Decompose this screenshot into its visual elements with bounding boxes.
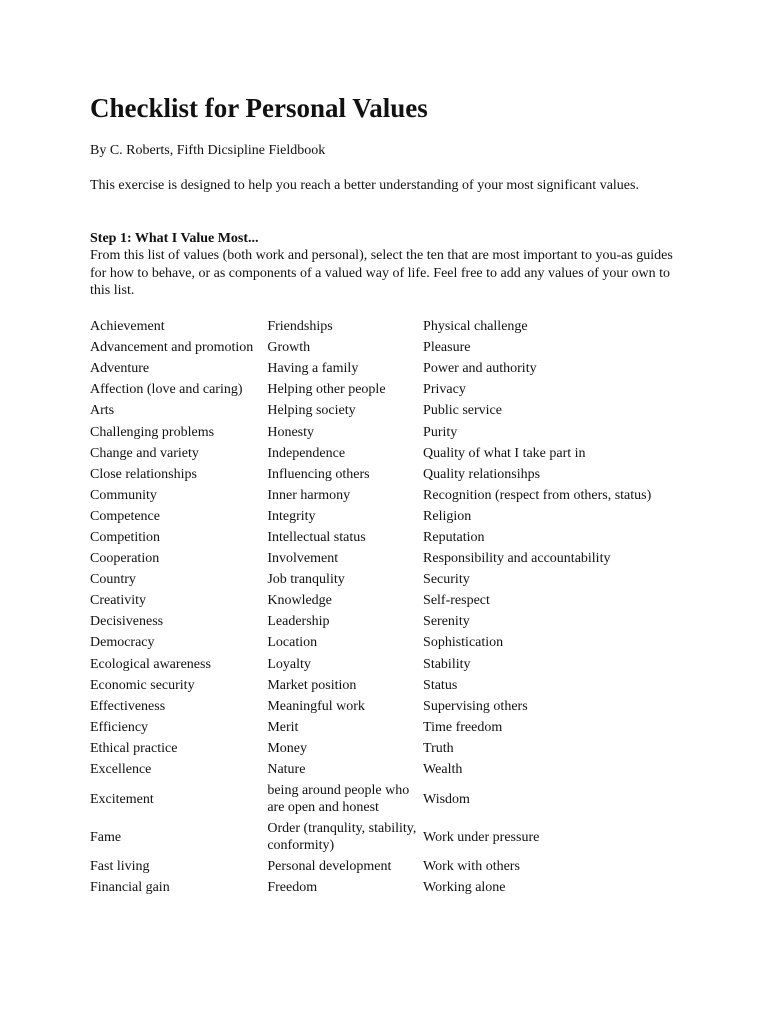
table-row — [90, 337, 690, 358]
table-row — [90, 590, 690, 611]
value-cell: Advancement and promotion — [90, 340, 254, 356]
value-cell: Integrity — [267, 508, 316, 524]
value-cell: Quality relationsihps — [423, 466, 541, 482]
table-row — [90, 400, 690, 421]
value-cell: Time freedom — [423, 719, 503, 735]
value-cell: Physical challenge — [423, 319, 528, 335]
values-table — [90, 316, 690, 898]
value-cell: Reputation — [423, 529, 485, 545]
value-cell: Country — [90, 572, 136, 588]
table-row — [90, 506, 690, 527]
value-cell: Honesty — [267, 424, 315, 440]
value-cell: Supervising others — [423, 698, 528, 714]
table-row — [90, 675, 690, 696]
value-cell: Serenity — [423, 614, 470, 630]
table-row — [90, 358, 690, 379]
table-row — [90, 818, 690, 856]
value-cell: Ethical practice — [90, 740, 178, 756]
value-cell: Adventure — [90, 361, 150, 377]
value-cell: Location — [267, 635, 318, 651]
table-row — [90, 738, 690, 759]
value-cell: Work under pressure — [423, 829, 540, 845]
page-title: Checklist for Personal Values — [90, 93, 428, 123]
value-cell: Wisdom — [423, 791, 470, 807]
table-row — [90, 611, 690, 632]
value-cell: Involvement — [267, 551, 339, 567]
values-table-body — [90, 316, 690, 898]
value-cell: Independence — [267, 445, 346, 461]
value-cell: Leadership — [267, 614, 330, 630]
author-byline: By C. Roberts, Fifth Dicsipline Fieldbook — [90, 143, 326, 158]
value-cell: Working alone — [423, 880, 506, 896]
intro-paragraph: This exercise is designed to help you reach a better understanding of your most significant values. — [90, 178, 639, 193]
value-cell: Intellectual status — [267, 529, 366, 545]
value-cell: Wealth — [423, 762, 463, 778]
value-cell: Personal development — [267, 859, 392, 875]
value-cell: Affection (love and caring) — [90, 382, 243, 398]
table-row — [90, 316, 690, 337]
value-cell: Sophistication — [423, 635, 504, 651]
value-cell: Change and variety — [90, 445, 199, 461]
table-row — [90, 485, 690, 506]
value-cell: Financial gain — [90, 880, 170, 896]
value-cell: Friendships — [267, 319, 333, 335]
table-row — [90, 717, 690, 738]
value-cell: Job tranqulity — [267, 572, 345, 588]
table-row — [90, 632, 690, 653]
value-cell: Having a family — [267, 361, 359, 377]
value-cell: Recognition (respect from others, status) — [423, 487, 652, 503]
value-cell: Creativity — [90, 593, 146, 609]
table-row — [90, 421, 690, 442]
table-row — [90, 548, 690, 569]
value-cell: Order (tranqulity, stability, conformity) — [267, 821, 417, 854]
value-cell: Growth — [267, 340, 311, 356]
value-cell: Loyalty — [267, 656, 311, 672]
value-cell: Public service — [423, 403, 502, 419]
value-cell: Community — [90, 487, 157, 503]
value-cell: Inner harmony — [267, 487, 351, 503]
value-cell: Quality of what I take part in — [423, 445, 586, 461]
value-cell: Money — [267, 740, 308, 756]
value-cell: Arts — [90, 403, 115, 419]
table-row — [90, 379, 690, 400]
step-heading: Step 1: What I Value Most... — [90, 231, 259, 246]
table-row — [90, 464, 690, 485]
value-cell: Meaningful work — [267, 698, 365, 714]
value-cell: Effectiveness — [90, 698, 166, 714]
value-cell: Security — [423, 572, 470, 588]
table-row — [90, 569, 690, 590]
table-row — [90, 443, 690, 464]
table-row — [90, 696, 690, 717]
value-cell: Achievement — [90, 319, 165, 335]
value-cell: Status — [423, 677, 458, 693]
value-cell: Fast living — [90, 859, 150, 875]
table-row — [90, 759, 690, 780]
value-cell: Pleasure — [423, 340, 471, 356]
table-row — [90, 877, 690, 898]
value-cell: Democracy — [90, 635, 155, 651]
value-cell: Close relationships — [90, 466, 197, 482]
table-row — [90, 856, 690, 877]
value-cell: Helping other people — [267, 382, 386, 398]
value-cell: being around people who are open and honest — [267, 783, 410, 816]
value-cell: Knowledge — [267, 593, 332, 609]
value-cell: Helping society — [267, 403, 356, 419]
value-cell: Self-respect — [423, 593, 490, 609]
value-cell: Nature — [267, 762, 306, 778]
value-cell: Competition — [90, 529, 160, 545]
value-cell: Competence — [90, 508, 160, 524]
value-cell: Challenging problems — [90, 424, 215, 440]
value-cell: Fame — [90, 829, 122, 845]
value-cell: Ecological awareness — [90, 656, 211, 672]
value-cell: Cooperation — [90, 551, 160, 567]
value-cell: Truth — [423, 740, 454, 756]
value-cell: Purity — [423, 424, 458, 440]
value-cell: Freedom — [267, 880, 318, 896]
instructions-paragraph: From this list of values (both work and personal), select the ten that are most important to you-as guides for how to behave, or as components of a valued way of life. Feel free to add any values of your own to this list. — [90, 248, 673, 298]
table-row — [90, 654, 690, 675]
value-cell: Work with others — [423, 859, 520, 875]
value-cell: Religion — [423, 508, 472, 524]
value-cell: Privacy — [423, 382, 466, 398]
value-cell: Influencing others — [267, 466, 370, 482]
value-cell: Excitement — [90, 791, 154, 807]
value-cell: Market position — [267, 677, 357, 693]
value-cell: Efficiency — [90, 719, 149, 735]
value-cell: Merit — [267, 719, 299, 735]
value-cell: Responsibility and accountability — [423, 551, 611, 567]
value-cell: Decisiveness — [90, 614, 164, 630]
value-cell: Economic security — [90, 677, 195, 693]
table-row — [90, 780, 690, 818]
value-cell: Power and authority — [423, 361, 537, 377]
table-row — [90, 527, 690, 548]
value-cell: Excellence — [90, 762, 152, 778]
value-cell: Stability — [423, 656, 471, 672]
